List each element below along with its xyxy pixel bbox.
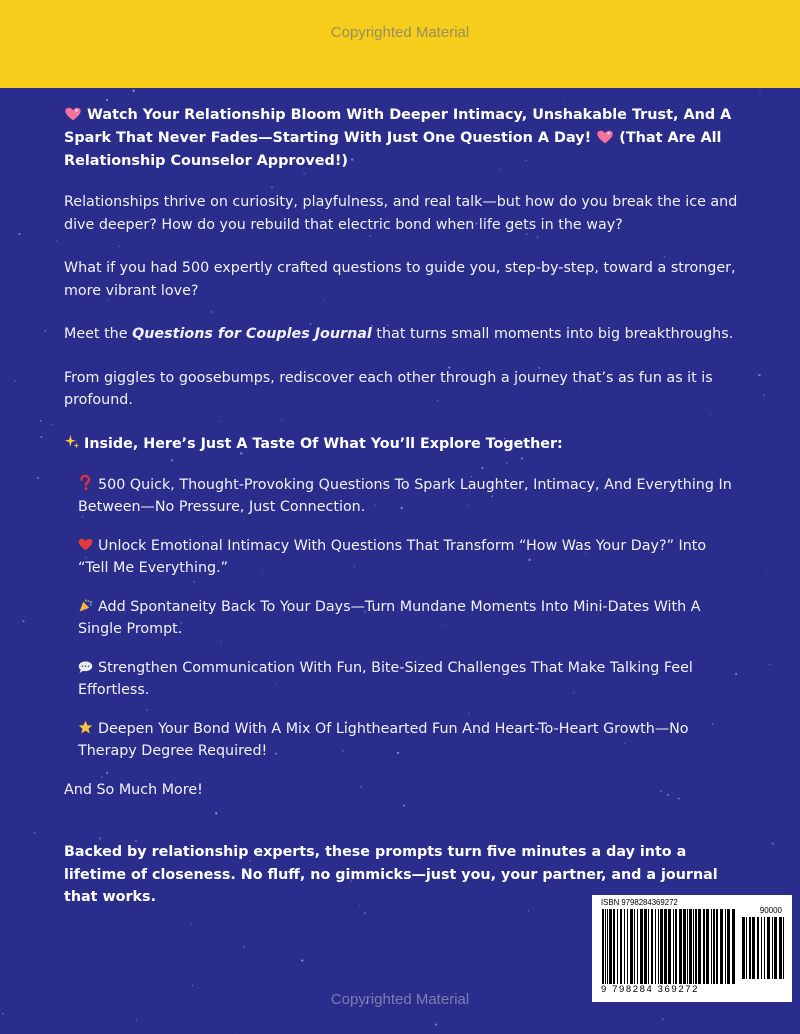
sparkling-heart-icon xyxy=(591,130,619,146)
star-dot xyxy=(767,574,768,575)
star-dot xyxy=(763,395,765,397)
headline-suffix: (That Are All Relationship Counselor Approved!) xyxy=(64,130,722,169)
barcode-bar xyxy=(689,909,692,984)
star-dot xyxy=(51,424,52,425)
bullet-intimacy xyxy=(78,535,740,579)
top-yellow-band xyxy=(0,0,800,88)
barcode-bar xyxy=(673,909,674,984)
star-dot xyxy=(37,477,39,479)
star-dot xyxy=(422,980,423,981)
barcode-bar xyxy=(713,909,715,984)
headline xyxy=(64,104,740,173)
barcode-bar xyxy=(660,909,663,984)
star-dot xyxy=(301,960,303,962)
star-dot xyxy=(769,664,770,665)
barcode-bar xyxy=(620,909,622,984)
price-code: 90000 xyxy=(759,906,782,915)
bullet-text: Unlock Emotional Intimacy With Questions That Transform “How Was Your Day?” Into “Tell Me Everything.” xyxy=(78,537,707,576)
star-dot xyxy=(41,436,43,438)
bullet-spontaneity xyxy=(78,596,740,640)
bullet-text: Strengthen Communication With Fun, Bite-Sized Challenges That Make Talking Feel Effortless. xyxy=(78,659,693,698)
journey-paragraph: From giggles to goosebumps, rediscover each other through a journey that’s as fun as it is profound. xyxy=(64,369,713,408)
red-heart-icon xyxy=(78,535,98,557)
barcode-bar xyxy=(725,909,726,984)
bullet-communication xyxy=(78,657,740,701)
star-dot xyxy=(22,620,24,622)
star-dot xyxy=(563,101,564,102)
bullet-bond xyxy=(78,718,740,762)
star-dot xyxy=(2,1013,4,1015)
star-dot xyxy=(528,910,529,911)
section-title-text: Inside, Here’s Just A Taste Of What You’ll Explore Together: xyxy=(84,435,563,452)
barcode-bar xyxy=(675,909,677,984)
barcode-bar xyxy=(668,909,671,984)
barcode-bar xyxy=(602,909,604,984)
barcode-main xyxy=(602,909,736,984)
watermark-bottom: Copyrighted Material xyxy=(330,991,470,1008)
barcode-number: 9 798284 369272 xyxy=(601,984,699,995)
sparkling-heart-icon xyxy=(64,107,87,123)
journal-title: Questions for Couples Journal xyxy=(132,326,372,342)
barcode-bar xyxy=(664,909,667,984)
star-dot xyxy=(523,95,524,96)
barcode-bar xyxy=(720,909,723,984)
star-dot xyxy=(133,90,135,92)
star-dot xyxy=(235,1032,236,1033)
bullet-text: Deepen Your Bond With A Mix Of Lighthearted Fun And Heart-To-Heart Growth—No Therapy Degree Required! xyxy=(78,720,689,759)
star-dot xyxy=(662,1018,664,1020)
barcode-bar xyxy=(644,909,647,984)
barcode-bar xyxy=(637,909,638,984)
meet-paragraph xyxy=(64,323,740,346)
star-dot xyxy=(18,233,20,235)
star-dot xyxy=(56,240,57,241)
barcode-bar xyxy=(617,909,618,984)
barcode-bar xyxy=(727,909,730,984)
star-dot xyxy=(772,842,774,844)
barcode-bar xyxy=(767,917,770,979)
barcode-bar xyxy=(749,917,751,979)
star-dot xyxy=(61,921,62,922)
star-dot xyxy=(759,89,760,90)
barcode-bar xyxy=(695,909,697,984)
star-dot xyxy=(10,320,11,321)
speech-balloon-icon xyxy=(78,657,98,679)
star-dot xyxy=(33,832,36,835)
barcode-bar xyxy=(630,909,633,984)
and-more: And So Much More! xyxy=(64,781,203,798)
isbn-barcode-box xyxy=(592,895,792,1002)
barcode-bar xyxy=(648,909,649,984)
party-popper-icon xyxy=(78,596,98,618)
barcode-bar xyxy=(634,909,635,984)
barcode-bar xyxy=(752,917,755,979)
star-dot xyxy=(40,420,41,421)
star-dot xyxy=(45,330,47,332)
glowing-star-icon xyxy=(78,718,98,740)
star-dot xyxy=(136,1020,138,1022)
barcode-bar xyxy=(627,909,628,984)
star-dot xyxy=(364,912,366,914)
star-dot xyxy=(758,374,760,376)
barcode-price xyxy=(742,917,784,979)
star-dot xyxy=(192,985,193,986)
barcode-bar xyxy=(687,909,688,984)
meet-prefix: Meet the xyxy=(64,326,133,342)
barcode-bar xyxy=(716,909,718,984)
star-dot xyxy=(243,946,245,948)
question-paragraph: What if you had 500 expertly crafted questions to guide you, step-by-step, toward a stronger, more vibrant love? xyxy=(64,260,736,299)
barcode-bar xyxy=(706,909,709,984)
barcode-bar xyxy=(609,909,612,984)
sparkles-icon xyxy=(64,433,84,455)
barcode-bar xyxy=(693,909,694,984)
intro-paragraph: Relationships thrive on curiosity, playfulness, and real talk—but how do you break the ice and dive deeper? How do you rebuild that electric bond when life gets in the way? xyxy=(64,194,738,233)
barcode-bar xyxy=(783,917,784,979)
star-dot xyxy=(190,924,192,926)
barcode-bar xyxy=(711,909,712,984)
meet-suffix: that turns small moments into big breakthroughs. xyxy=(371,326,734,342)
barcode-bar xyxy=(746,917,747,979)
barcode-bar xyxy=(698,909,701,984)
watermark-top: Copyrighted Material xyxy=(330,24,470,41)
barcode-bar xyxy=(683,909,686,984)
barcode-bar xyxy=(658,909,659,984)
barcode-bar xyxy=(624,909,625,984)
barcode-bar xyxy=(764,917,765,979)
barcode-bar xyxy=(732,909,735,984)
star-dot xyxy=(106,99,108,101)
bullet-text: Add Spontaneity Back To Your Days—Turn Mundane Moments Into Mini-Dates With A Single Prompt. xyxy=(78,598,701,637)
star-dot xyxy=(0,548,1,550)
barcode-bar xyxy=(655,909,656,984)
section-title xyxy=(64,433,740,455)
star-dot xyxy=(435,1024,437,1026)
back-cover-text xyxy=(64,104,740,822)
barcode-bar xyxy=(703,909,705,984)
barcode-bar xyxy=(605,909,606,984)
barcode-bar xyxy=(651,909,653,984)
barcode-bar xyxy=(757,917,759,979)
barcode-bar xyxy=(774,917,777,979)
barcode-bar xyxy=(742,917,745,979)
bullet-questions xyxy=(78,474,740,518)
question-mark-icon xyxy=(78,474,98,496)
barcode-bar xyxy=(779,917,782,979)
star-dot xyxy=(14,380,16,382)
barcode-bar xyxy=(607,909,608,984)
barcode-bar xyxy=(640,909,643,984)
closing-statement: Backed by relationship experts, these prompts turn five minutes a day into a lifetime of closeness. No fluff, no gimmicks—just you, your partner, and a journal that works. xyxy=(64,844,718,905)
isbn-label: ISBN 9798284369272 xyxy=(601,898,678,907)
headline-text: Watch Your Relationship Bloom With Deeper Intimacy, Unshakable Trust, And A Spark That Never Fades—Starting With Just One Question A Day! xyxy=(64,107,732,146)
barcode-bar xyxy=(613,909,615,984)
barcode-bar xyxy=(761,917,762,979)
barcode-bar xyxy=(679,909,682,984)
bullet-text: 500 Quick, Thought-Provoking Questions To Spark Laughter, Intimacy, And Everything In Between—No Pressure, Just Connection. xyxy=(78,476,732,515)
star-dot xyxy=(99,837,101,839)
barcode-bar xyxy=(772,917,773,979)
